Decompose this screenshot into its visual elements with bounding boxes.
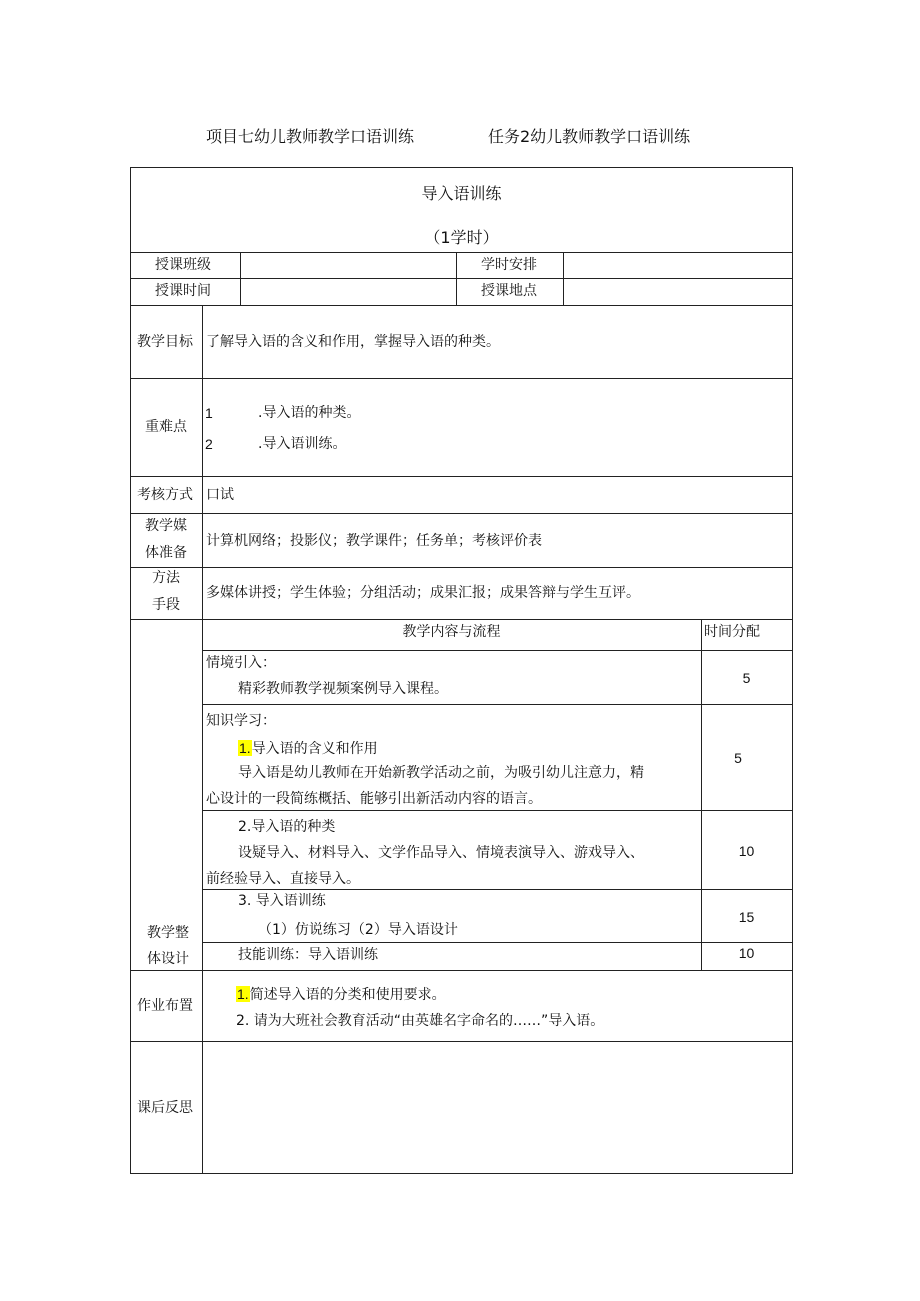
- design-label-line2: 体设计: [147, 951, 189, 967]
- design-row4-time: 15: [738, 909, 755, 925]
- key-point-num-2: 2: [205, 436, 213, 452]
- media-label-line1: 教学媒: [145, 518, 187, 534]
- design-row3-time: 10: [738, 843, 755, 859]
- design-row3-line2: 设疑导入、材料导入、文学作品导入、情境表演导入、游戏导入、: [238, 845, 644, 861]
- methods-label-line1: 方法: [152, 570, 180, 586]
- design-row4-line1: 3. 导入语训练: [238, 893, 326, 909]
- design-row5-line1: 技能训练：导入语训练: [238, 947, 378, 963]
- header-project: 项目七幼儿教师教学口语训练: [206, 127, 415, 146]
- methods-label-line2: 手段: [152, 597, 180, 613]
- place-label: 授课地点: [481, 283, 537, 299]
- design-row2-time: 5: [734, 750, 742, 766]
- objective-label: 教学目标: [137, 334, 193, 350]
- highlight-num-1: 1.: [239, 740, 251, 756]
- media-text: 计算机网络；投影仪；教学课件；任务单；考核评价表: [206, 533, 542, 549]
- time-label: 授课时间: [155, 283, 211, 299]
- key-points-label: 重难点: [145, 419, 187, 435]
- design-col-content: 教学内容与流程: [402, 624, 501, 640]
- assessment-label: 考核方式: [137, 487, 193, 503]
- design-row2-line1: 知识学习：: [206, 713, 276, 729]
- design-row2-heading: [238, 740, 378, 756]
- design-row3-line3: 前经验导入、直接导入。: [206, 871, 360, 887]
- design-row3-line1: 2.导入语的种类: [238, 819, 336, 835]
- homework-item1: [236, 986, 446, 1002]
- key-point-text-2: .导入语训练。: [258, 436, 347, 452]
- hours-label: 学时安排: [481, 257, 537, 273]
- objective-text: 了解导入语的含义和作用，掌握导入语的种类。: [206, 334, 500, 350]
- design-row5-time: 10: [738, 945, 755, 961]
- homework-label: 作业布置: [137, 998, 193, 1014]
- methods-text: 多媒体讲授；学生体验；分组活动；成果汇报；成果答辩与学生互评。: [206, 585, 640, 601]
- homework-item2: 2. 请为大班社会教育活动“由英雄名字命名的……”导入语。: [236, 1013, 605, 1029]
- design-row1-line1: 情境引入：: [206, 655, 276, 671]
- table-title: 导入语训练: [421, 184, 502, 203]
- design-col-time: 时间分配: [704, 624, 760, 640]
- design-label-line1: 教学整: [147, 925, 189, 941]
- table-subtitle: （1学时）: [424, 228, 499, 247]
- reflection-label: 课后反思: [137, 1100, 193, 1116]
- class-label: 授课班级: [155, 257, 211, 273]
- key-point-num-1: 1: [205, 405, 213, 421]
- key-point-text-1: .导入语的种类。: [258, 405, 361, 421]
- media-label-line2: 体准备: [145, 545, 187, 561]
- design-row1-line2: 精彩教师教学视频案例导入课程。: [238, 681, 448, 697]
- design-row2-heading-text: 导入语的含义和作用: [251, 741, 378, 757]
- homework-item1-text: 简述导入语的分类和使用要求。: [249, 987, 446, 1003]
- header-task: 任务2幼儿教师教学口语训练: [488, 127, 691, 146]
- design-row1-time: 5: [742, 670, 751, 686]
- design-row4-line2: （1）仿说练习（2）导入语设计: [258, 922, 458, 938]
- assessment-text: 口试: [206, 487, 234, 503]
- design-row2-line4: 心设计的一段简练概括、能够引出新活动内容的语言。: [206, 791, 542, 807]
- design-row2-line3: 导入语是幼儿教师在开始新教学活动之前，为吸引幼儿注意力，精: [238, 765, 644, 781]
- highlight-num-2: 1.: [237, 986, 249, 1002]
